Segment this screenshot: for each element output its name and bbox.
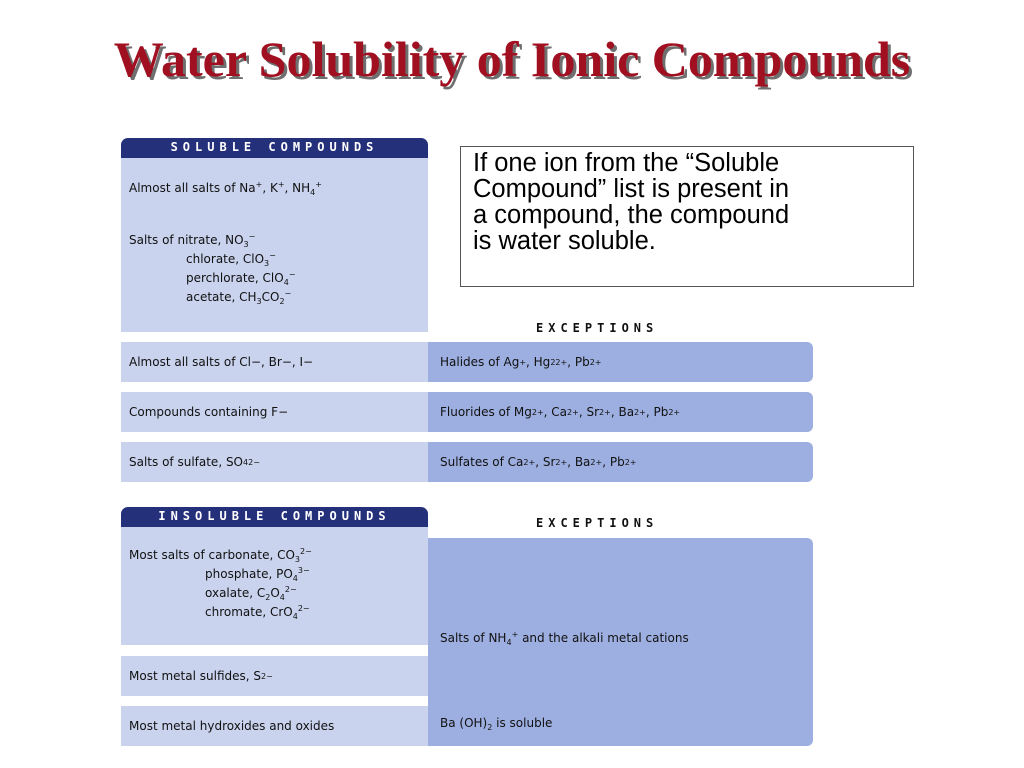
charge: +	[315, 180, 322, 189]
charge: 2+	[599, 407, 611, 417]
phosphate-rule	[205, 566, 310, 583]
charge: +	[255, 180, 263, 189]
subscript: 4	[292, 574, 298, 583]
acetate-rule	[186, 289, 291, 306]
subscript: 3	[264, 259, 270, 268]
charge: 2−	[300, 547, 312, 556]
charge: −	[284, 289, 292, 298]
charge: 2+	[590, 457, 603, 467]
sulfide-rule	[121, 656, 428, 696]
charge: 2+	[624, 457, 637, 467]
soluble-exceptions-label: EXCEPTIONS	[536, 321, 659, 335]
subscript: 3	[256, 297, 262, 306]
soluble-general-cell	[121, 158, 428, 332]
subscript: 4	[310, 188, 316, 197]
rule-text: CO	[261, 290, 280, 304]
insoluble-exceptions-label: EXCEPTIONS	[536, 516, 659, 530]
rule-text: Almost all salts of Cl−, Br−, I−	[129, 355, 314, 369]
note-line: a compound, the compound	[473, 201, 790, 229]
note-line: Compound” list is present in	[473, 175, 790, 203]
carbonate-rule-cell	[121, 527, 428, 645]
halide-exception	[428, 342, 813, 382]
rule-text: O	[270, 586, 280, 600]
rule-text: Ba (OH)	[440, 716, 488, 730]
subscript: 2	[550, 357, 556, 367]
subscript: 4	[506, 638, 512, 647]
subscript: 4	[279, 593, 285, 602]
hydroxide-rule	[121, 706, 428, 746]
alkali-salts-rule	[129, 180, 322, 197]
rule-text: and the alkali metal cations	[518, 631, 689, 645]
subscript: 3	[294, 555, 300, 564]
rule-text: , K	[262, 181, 278, 195]
note-line: If one ion from the “Soluble	[473, 149, 780, 177]
charge: 2−	[261, 671, 273, 681]
rule-text: Sulfates of Ca	[440, 455, 524, 469]
charge: 2+	[523, 457, 536, 467]
rule-text: phosphate, PO	[205, 567, 293, 581]
rule-text: is soluble	[492, 716, 553, 730]
fluoride-exception	[428, 392, 813, 432]
perchlorate-rule	[186, 270, 296, 287]
oxalate-rule	[205, 585, 297, 602]
rule-text: Salts of NH	[440, 631, 507, 645]
charge: −	[269, 251, 276, 260]
subscript: 2	[265, 593, 271, 602]
subscript: 4	[292, 612, 298, 621]
rule-text: , Sr	[535, 455, 556, 469]
subscript: 3	[243, 240, 249, 249]
charge: 2+	[555, 357, 568, 367]
charge: 2+	[531, 407, 544, 417]
chlorate-rule	[186, 251, 276, 268]
rule-text: , Ba	[610, 405, 635, 419]
charge: 2+	[589, 357, 602, 367]
sulfate-rule	[121, 442, 428, 482]
subscript: 4	[243, 457, 249, 467]
carbonate-rule	[129, 547, 312, 564]
charge: +	[277, 180, 285, 189]
charge: 2−	[297, 604, 310, 613]
rule-text: acetate, CH	[186, 290, 257, 304]
explanation-note	[460, 146, 914, 287]
charge: +	[511, 630, 519, 639]
rule-text: Most salts of carbonate, CO	[129, 548, 295, 562]
barium-exception	[440, 716, 552, 732]
charge: −	[248, 232, 256, 241]
rule-text: Most metal sulfides, S	[129, 669, 261, 683]
subscript: 4	[283, 278, 289, 287]
rule-text: oxalate, C	[205, 586, 266, 600]
rule-text: Salts of nitrate, NO	[129, 233, 244, 247]
soluble-header: SOLUBLE COMPOUNDS	[121, 138, 428, 158]
rule-text: Almost all salts of Na	[129, 181, 256, 195]
rule-text: chromate, CrO	[205, 605, 293, 619]
subscript: 2	[279, 297, 285, 306]
charge: 2+	[668, 407, 681, 417]
halide-rule	[121, 342, 428, 382]
charge: −	[288, 270, 296, 279]
nitrate-rule	[129, 232, 255, 249]
rule-text: Compounds containing F−	[129, 405, 289, 419]
fluoride-rule	[121, 392, 428, 432]
subscript: 2	[487, 723, 493, 732]
charge: 2−	[248, 457, 260, 467]
rule-text: , Ca	[543, 405, 568, 419]
insoluble-header: INSOLUBLE COMPOUNDS	[121, 507, 428, 527]
rule-text: , Pb	[602, 455, 625, 469]
rule-text: Halides of Ag	[440, 355, 520, 369]
rule-text: , Sr	[578, 405, 600, 419]
ammonium-exception	[440, 630, 689, 647]
rule-text: Most metal hydroxides and oxides	[129, 719, 335, 733]
charge: 2+	[555, 457, 568, 467]
insoluble-exceptions-panel	[428, 538, 813, 746]
sulfate-exception	[428, 442, 813, 482]
note-line: is water soluble.	[473, 227, 656, 255]
slide-title: Water Solubility of Ionic Compounds	[113, 31, 911, 87]
chromate-rule	[205, 604, 310, 621]
charge: 2+	[634, 407, 646, 417]
charge: +	[519, 357, 527, 367]
charge: 2+	[567, 407, 579, 417]
rule-text: Salts of sulfate, SO	[129, 455, 244, 469]
rule-text: , Hg	[526, 355, 551, 369]
rule-text: , Pb	[645, 405, 669, 419]
rule-text: chlorate, ClO	[186, 252, 265, 266]
rule-text: , Ba	[567, 455, 591, 469]
charge: 3−	[297, 566, 310, 575]
charge: 2−	[284, 585, 297, 594]
rule-text: , Pb	[567, 355, 590, 369]
rule-text: Fluorides of Mg	[440, 405, 532, 419]
rule-text: , NH	[284, 181, 311, 195]
rule-text: perchlorate, ClO	[186, 271, 284, 285]
